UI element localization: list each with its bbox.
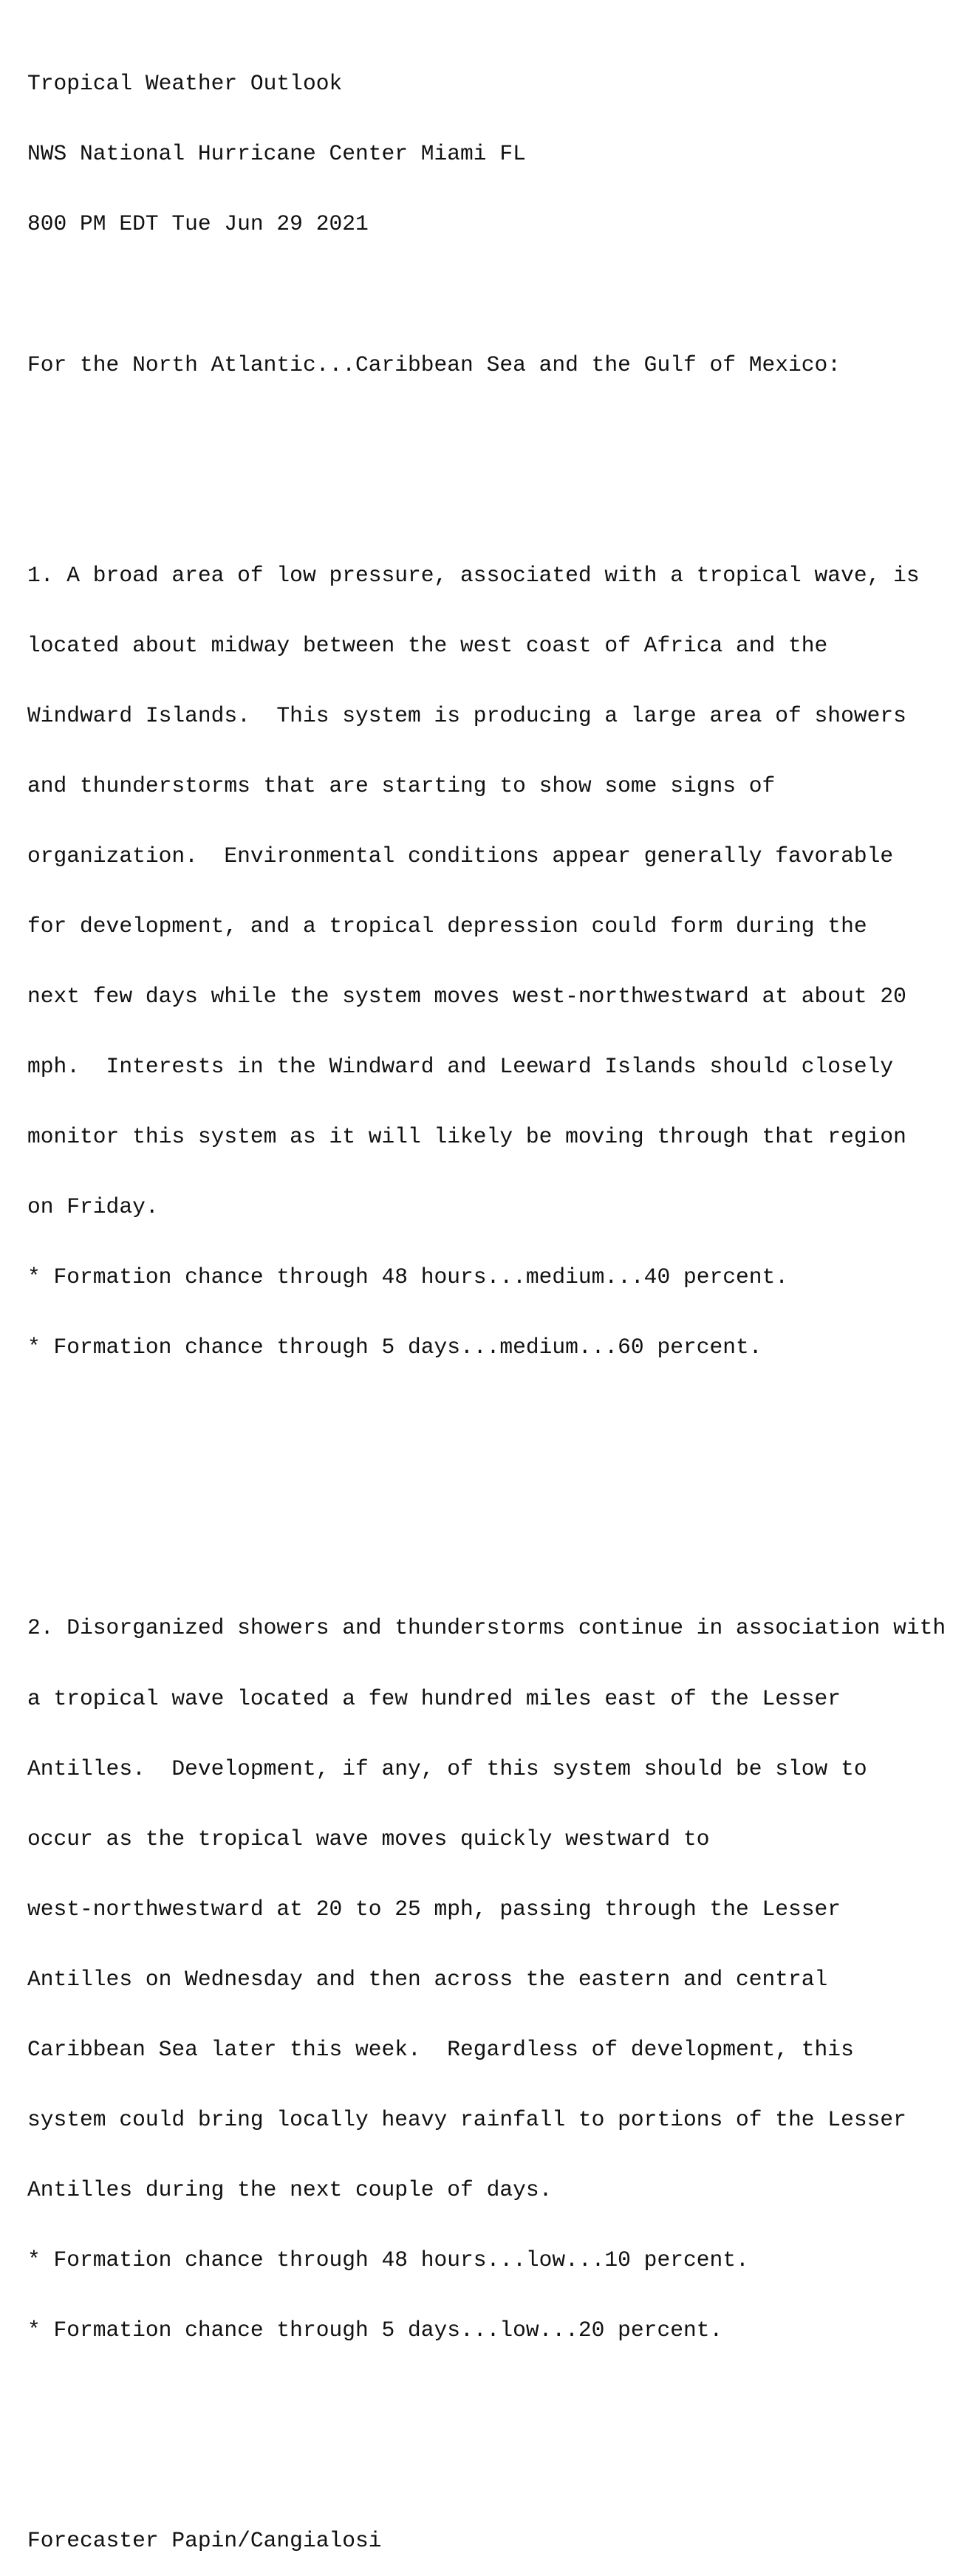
forecaster-signature: Forecaster Papin/Cangialosi	[27, 2528, 382, 2554]
blank-line	[27, 2459, 946, 2483]
system-1-section	[27, 517, 946, 1406]
system-1-line: on Friday.	[27, 1194, 159, 1220]
system-2-line: Antilles on Wednesday and then across the eastern and central	[27, 1966, 828, 1992]
blank-line	[27, 424, 946, 448]
system-2-line: Antilles. Development, if any, of this system should be slow to	[27, 1755, 867, 1781]
blank-line	[27, 284, 946, 307]
system-2-chance-48h: * Formation chance through 48 hours...low...10 percent.	[27, 2247, 749, 2272]
system-1-line: monitor this system as it will likely be moving through that region	[27, 1124, 906, 1150]
system-1-chance-5d: * Formation chance through 5 days...medium...60 percent.	[27, 1335, 762, 1360]
document-title: Tropical Weather Outlook	[27, 71, 343, 97]
blank-line	[27, 1476, 946, 1500]
system-1-line: for development, and a tropical depression could form during the	[27, 913, 867, 939]
system-2-line: west-northwestward at 20 to 25 mph, passing through the Lesser	[27, 1896, 841, 1922]
system-2-line: 2. Disorganized showers and thunderstorms continue in association with	[27, 1615, 946, 1641]
outlook-document	[27, 26, 946, 2576]
system-2-line: a tropical wave located a few hundred miles east of the Lesser	[27, 1685, 841, 1711]
system-1-line: 1. A broad area of low pressure, associated with a tropical wave, is	[27, 562, 920, 588]
system-2-section	[27, 1570, 946, 2389]
system-1-line: organization. Environmental conditions appear generally favorable	[27, 843, 894, 869]
region-line: For the North Atlantic...Caribbean Sea and the Gulf of Mexico:	[27, 352, 841, 377]
system-2-chance-5d: * Formation chance through 5 days...low...20 percent.	[27, 2317, 723, 2343]
issue-time: 800 PM EDT Tue Jun 29 2021	[27, 211, 369, 237]
system-2-line: system could bring locally heavy rainfall to portions of the Lesser	[27, 2106, 906, 2132]
system-1-line: next few days while the system moves west-northwestward at about 20	[27, 984, 906, 1009]
system-1-chance-48h: * Formation chance through 48 hours...medium...40 percent.	[27, 1264, 789, 1290]
system-1-line: and thunderstorms that are starting to show some signs of	[27, 773, 776, 798]
system-1-line: Windward Islands. This system is producing a large area of showers	[27, 702, 906, 728]
system-1-line: mph. Interests in the Windward and Leeward Islands should closely	[27, 1054, 894, 1080]
system-2-line: occur as the tropical wave moves quickly westward to	[27, 1826, 710, 1852]
system-2-line: Caribbean Sea later this week. Regardless of development, this	[27, 2036, 854, 2062]
issuing-office: NWS National Hurricane Center Miami FL	[27, 141, 526, 167]
system-1-line: located about midway between the west coast of Africa and the	[27, 632, 828, 658]
system-2-line: Antilles during the next couple of days.	[27, 2176, 553, 2202]
